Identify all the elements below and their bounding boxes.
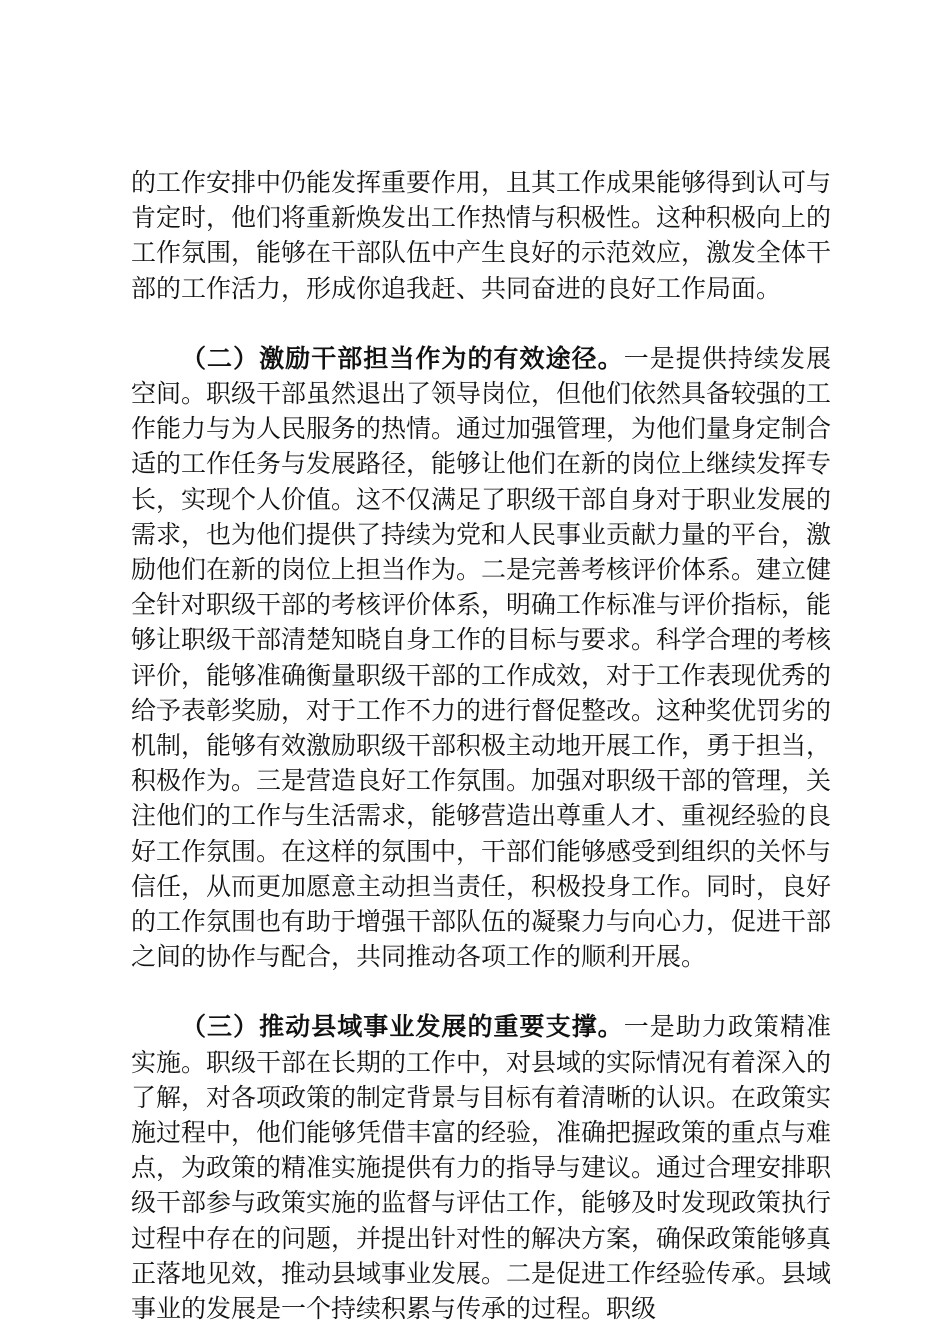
paragraph-text: 一是提供持续发展空间。职级干部虽然退出了领导岗位，但他们依然具备较强的工作能力与为人民服务的热情。通过加强管理，为他们量身定制合适的工作任务与发展路径，能够让他们在新的岗位上继续发挥专长，实现个人价值。这不仅满足了职级干部自身对于职业发展的需求，也为他们提供了持续为党和人民事业贡献力量的平台，激励他们在新的岗位上担当作为。二是完善考核评价体系。建立健全针对职级干部的考核评价体系，明确工作标准与评价指标，能够让职级干部清楚知晓自身工作的目标与要求。科学合理的考核评价，能够准确衡量职级干部的工作成效，对于工作表现优秀的给予表彰奖励，对于工作不力的进行督促整改。这种奖优罚劣的机制，能够有效激励职级干部积极主动地开展工作，勇于担当，积极作为。三是营造良好工作氛围。加强对职级干部的管理，关注他们的工作与生活需求，能够营造出尊重人才、重视经验的良好工作氛围。在这样的氛围中，干部们能够感受到组织的关怀与信任，从而更加愿意主动担当责任，积极投身工作。同时，良好的工作氛围也有助于增强干部队伍的凝聚力与向心力，促进干部之间的协作与配合，共同推动各项工作的顺利开展。 [131, 343, 832, 972]
paragraph-section-three [131, 1009, 831, 1326]
paragraph-section-two [131, 341, 831, 975]
section-heading: （三）推动县域事业发展的重要支撑。 [181, 1012, 624, 1042]
section-heading: （二）激励干部担当作为的有效途径。 [181, 343, 624, 373]
document-body [131, 165, 831, 1326]
paragraph-text: 一是助力政策精准实施。职级干部在长期的工作中，对县域的实际情况有着深入的了解，对各项政策的制定背景与目标有着清晰的认识。在政策实施过程中，他们能够凭借丰富的经验，准确把握政策的重点与难点，为政策的精准实施提供有力的指导与建议。通过合理安排职级干部参与政策实施的监督与评估工作，能够及时发现政策执行过程中存在的问题，并提出针对性的解决方案，确保政策能够真正落地见效，推动县域事业发展。二是促进工作经验传承。县域事业的发展是一个持续积累与传承的过程。职级 [131, 1012, 832, 1324]
paragraph-continuation [131, 165, 831, 306]
paragraph-text: 的工作安排中仍能发挥重要作用，且其工作成果能够得到认可与肯定时，他们将重新焕发出工作热情与积极性。这种积极向上的工作氛围，能够在干部队伍中产生良好的示范效应，激发全体干部的工作活力，形成你追我赶、共同奋进的良好工作局面。 [131, 168, 832, 303]
